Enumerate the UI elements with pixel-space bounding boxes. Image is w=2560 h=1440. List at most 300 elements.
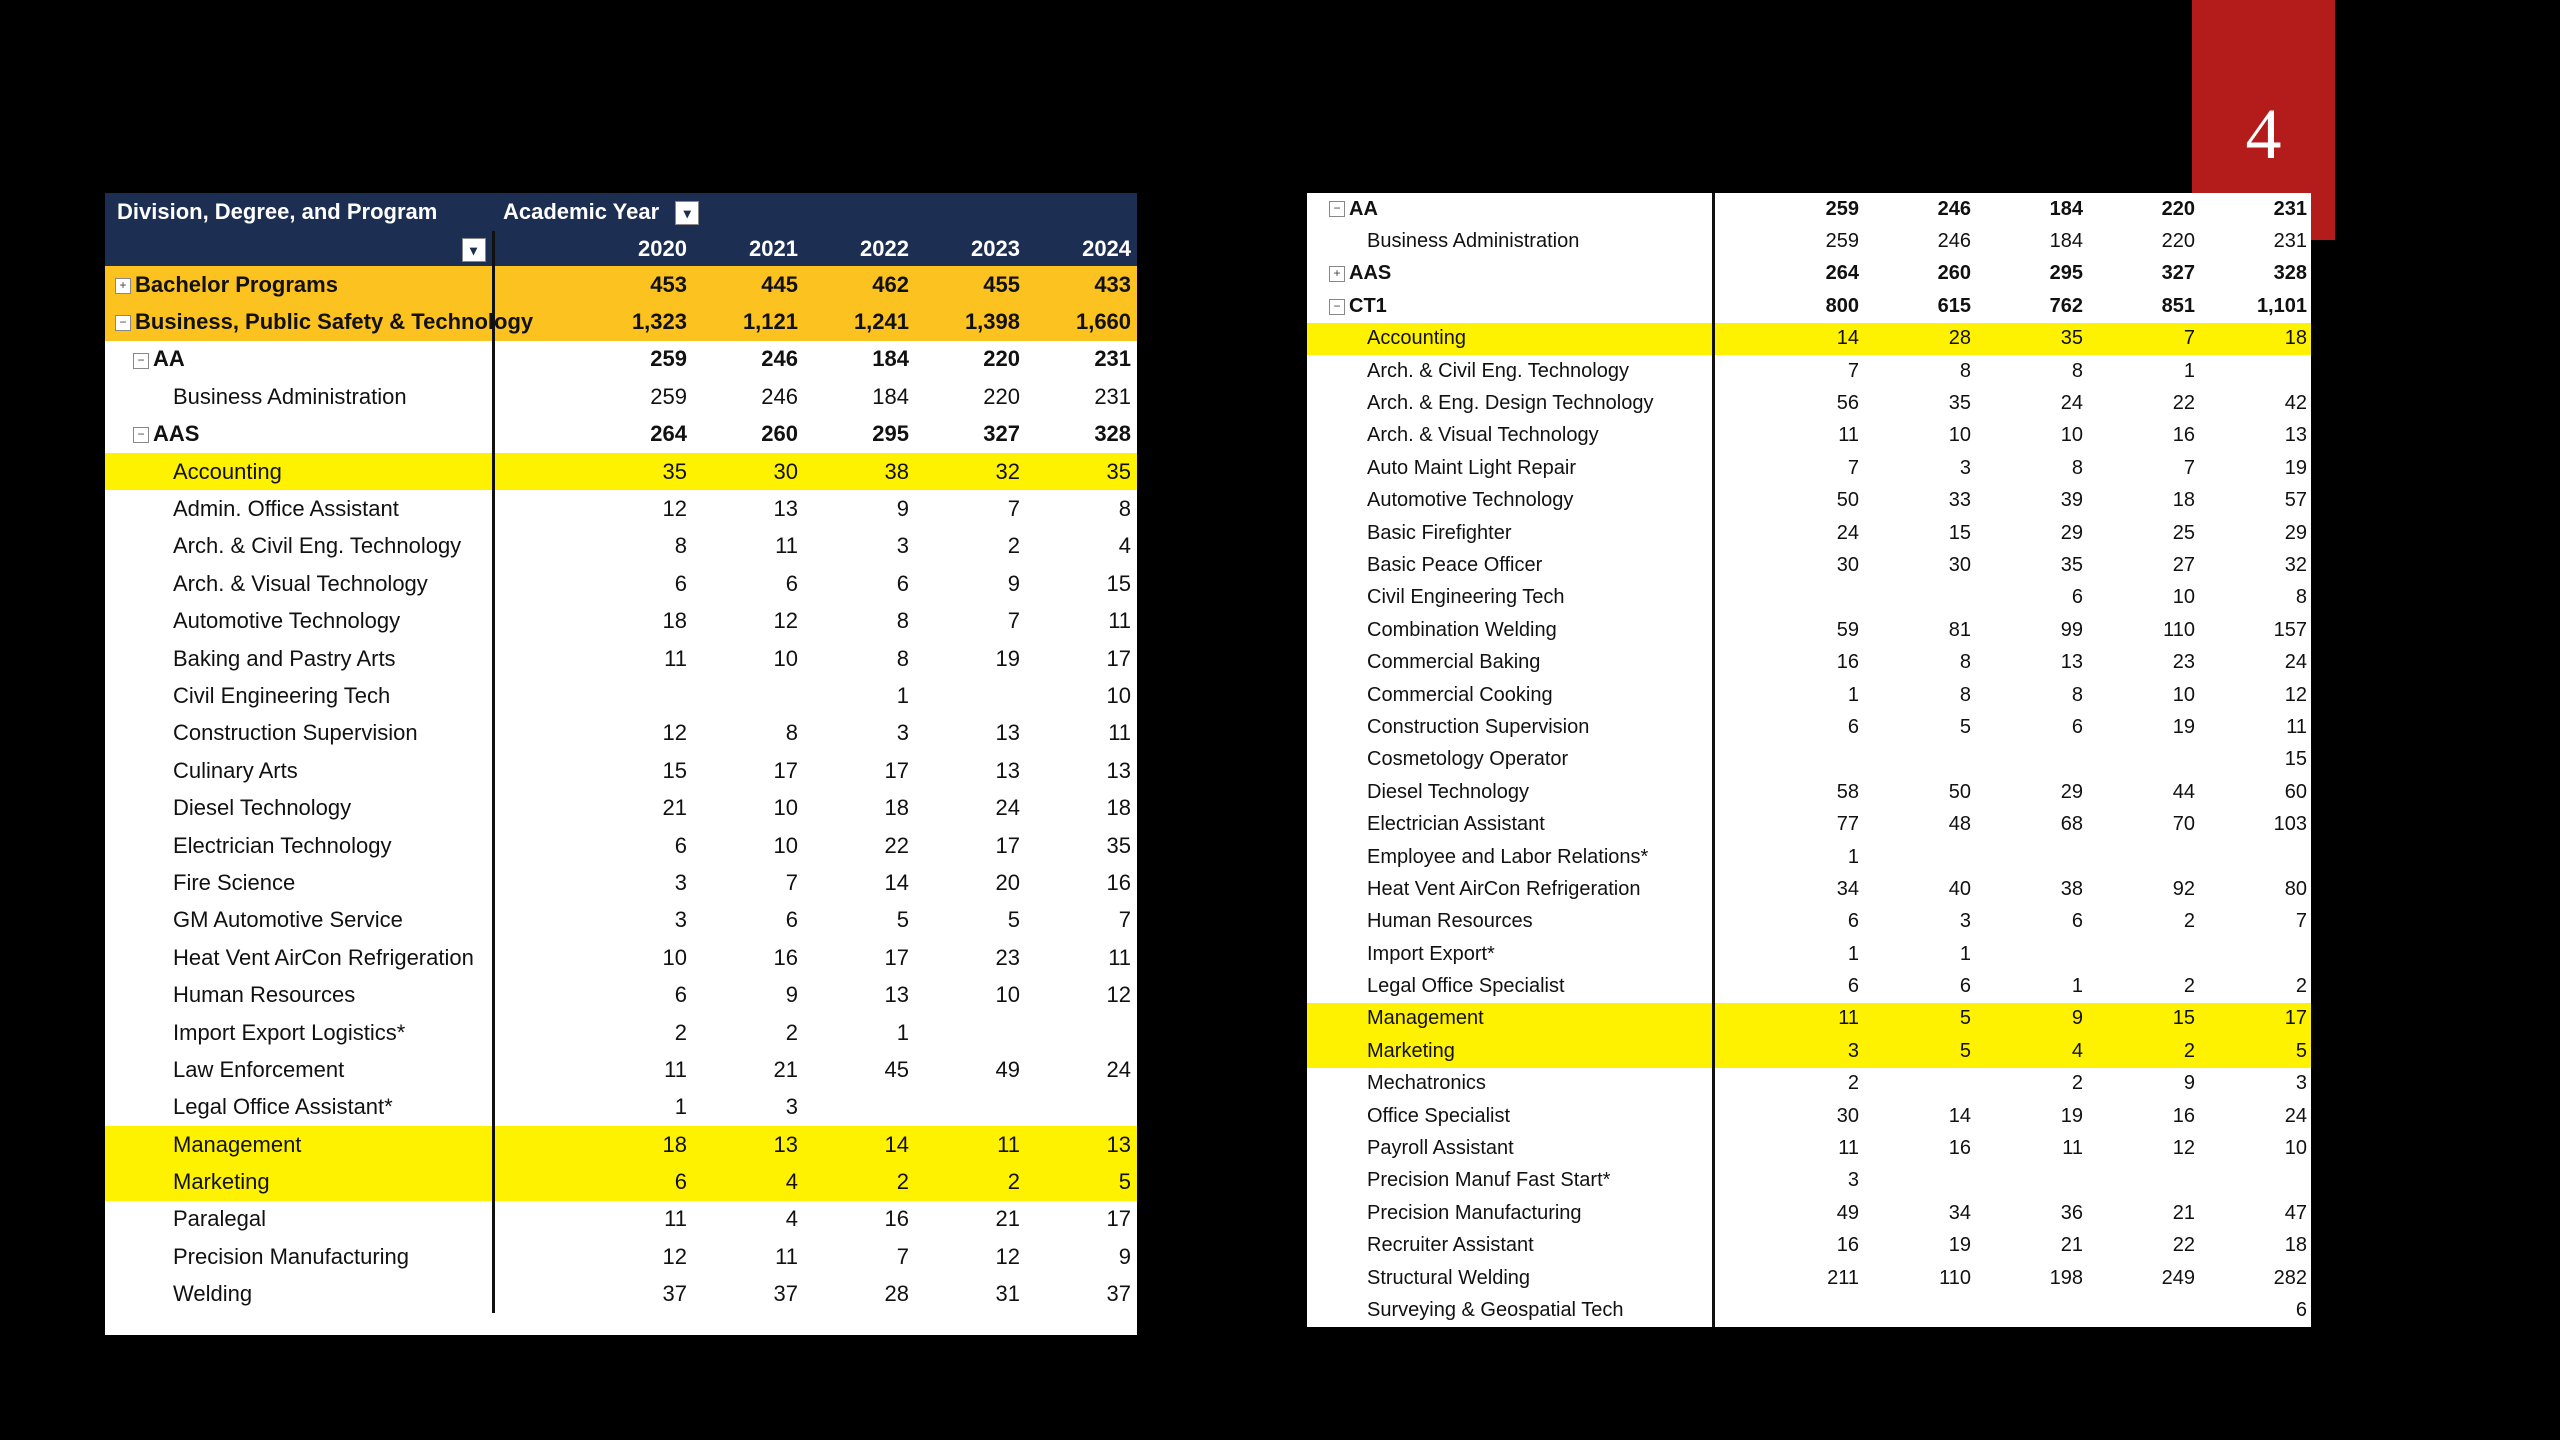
left-table-body	[105, 266, 1137, 1313]
row-label: Paralegal	[173, 1206, 266, 1232]
value-cell: 7	[2295, 910, 2307, 933]
value-cell: 184	[872, 383, 909, 409]
value-cell: 6	[674, 982, 687, 1008]
value-cell: 11	[915, 1126, 1026, 1163]
row-label: Fire Science	[173, 869, 296, 895]
value-cell: 10	[1106, 682, 1132, 708]
value-cell	[2087, 1294, 2199, 1326]
value-cell: 1	[896, 682, 909, 708]
value-cell	[2087, 744, 2199, 776]
table-row	[105, 453, 1137, 490]
value-cell: 5	[896, 907, 909, 933]
value-cell: 22	[2172, 1234, 2195, 1257]
value-cell: 445	[693, 266, 804, 303]
value-cell: 3	[1959, 456, 1971, 479]
row-label-cell	[105, 565, 493, 602]
value-cell: 184	[2049, 230, 2083, 253]
value-cell: 9	[2183, 1072, 2195, 1095]
value-cell: 3	[896, 533, 909, 559]
row-label: Law Enforcement	[173, 1056, 345, 1082]
value-cell: 3	[896, 720, 909, 746]
row-label-cell	[1307, 1100, 1713, 1132]
value-cell: 1,323	[493, 303, 693, 340]
table-row	[105, 939, 1137, 976]
row-label: CT1	[1349, 294, 1387, 317]
value-cell: 16	[1836, 1234, 1859, 1257]
row-label: Human Resources	[173, 982, 356, 1008]
collapse-icon[interactable]: −	[133, 353, 149, 369]
row-label-cell	[105, 1051, 493, 1088]
value-cell: 13	[773, 496, 798, 522]
row-label-cell	[105, 677, 493, 714]
value-cell: 615	[1937, 294, 1971, 317]
collapse-icon[interactable]: −	[1329, 201, 1345, 217]
value-cell: 35	[1975, 323, 2087, 355]
value-cell: 7	[1007, 608, 1020, 634]
table-row	[105, 864, 1137, 901]
value-cell: 2	[1847, 1072, 1859, 1095]
value-cell: 39	[2060, 489, 2083, 512]
value-cell: 11	[775, 533, 798, 559]
value-cell: 17	[1106, 1206, 1132, 1232]
value-cell: 17	[1106, 645, 1132, 671]
value-cell: 12	[2284, 683, 2307, 706]
table-row	[1307, 841, 2311, 873]
value-cell: 259	[650, 383, 687, 409]
value-cell: 7	[2087, 323, 2199, 355]
row-label: Mechatronics	[1367, 1072, 1486, 1095]
header-row-titles	[105, 193, 1137, 231]
value-cell: 50	[1836, 489, 1859, 512]
value-cell: 8	[1959, 651, 1971, 674]
value-cell: 14	[804, 1126, 915, 1163]
row-label-cell	[1307, 517, 1713, 549]
value-cell: 23	[2172, 651, 2195, 674]
value-cell: 12	[662, 496, 687, 522]
value-cell: 9	[896, 496, 909, 522]
value-cell: 198	[2049, 1266, 2083, 1289]
value-cell: 7	[1847, 456, 1859, 479]
value-cell	[1975, 1165, 2087, 1197]
value-cell: 1,398	[915, 303, 1026, 340]
row-label: Business Administration	[1367, 230, 1580, 253]
value-cell: 29	[2060, 780, 2083, 803]
value-cell: 327	[983, 421, 1020, 447]
value-cell: 1,121	[693, 303, 804, 340]
row-label: Welding	[173, 1281, 253, 1307]
row-label-cell	[105, 752, 493, 789]
table-row	[1307, 906, 2311, 938]
value-cell: 4	[1975, 1035, 2087, 1067]
table-row	[1307, 938, 2311, 970]
value-cell: 56	[1836, 392, 1859, 415]
value-cell: 20	[995, 869, 1020, 895]
row-label-cell	[1307, 841, 1713, 873]
value-cell: 45	[884, 1056, 909, 1082]
table-row	[105, 677, 1137, 714]
table-row	[1307, 290, 2311, 322]
year-header: 2022	[804, 231, 915, 266]
row-label: Arch. & Civil Eng. Technology	[173, 533, 462, 559]
row-label-cell	[1307, 679, 1713, 711]
row-label: Employee and Labor Relations*	[1367, 845, 1649, 868]
value-cell: 14	[884, 869, 909, 895]
value-cell: 28	[884, 1281, 909, 1307]
value-cell: 220	[983, 383, 1020, 409]
row-label-cell	[1307, 582, 1713, 614]
value-cell	[1026, 1014, 1137, 1051]
value-cell: 35	[2060, 553, 2083, 576]
table-row	[105, 1238, 1137, 1275]
row-label-cell	[105, 1126, 493, 1163]
row-label-cell	[1307, 1068, 1713, 1100]
collapse-icon[interactable]: −	[1329, 299, 1345, 315]
row-label-cell	[105, 303, 534, 340]
value-cell: 29	[2060, 521, 2083, 544]
value-cell: 2	[1007, 533, 1020, 559]
value-cell: 80	[2284, 877, 2307, 900]
value-cell: 3	[1713, 1035, 1863, 1067]
value-cell: 1	[1847, 845, 1859, 868]
row-label-cell	[105, 266, 493, 303]
table-row	[1307, 193, 2311, 225]
row-label: Auto Maint Light Repair	[1367, 456, 1577, 479]
value-cell: 15	[2087, 1003, 2199, 1035]
table-row	[1307, 711, 2311, 743]
value-cell: 6	[2071, 715, 2083, 738]
table-row	[1307, 970, 2311, 1002]
row-label-cell	[105, 378, 493, 415]
value-cell	[804, 1089, 915, 1126]
value-cell: 7	[785, 869, 798, 895]
table-row	[105, 303, 1137, 340]
value-cell	[1863, 744, 1975, 776]
value-cell: 81	[1948, 618, 1971, 641]
value-cell: 110	[1939, 1266, 1971, 1289]
table-row	[105, 1201, 1137, 1238]
row-label: Marketing	[173, 1169, 270, 1195]
year-header: 2023	[915, 231, 1026, 266]
row-label: Office Specialist	[1367, 1104, 1511, 1127]
row-label-cell	[1307, 387, 1713, 419]
row-label-cell	[1307, 1003, 1713, 1035]
row-label: Electrician Assistant	[1367, 813, 1545, 836]
value-cell: 6	[896, 570, 909, 596]
value-cell: 1	[1847, 683, 1859, 706]
value-cell: 11	[1713, 1003, 1863, 1035]
expand-icon[interactable]: +	[115, 278, 131, 294]
value-cell: 10	[773, 795, 798, 821]
table-row	[1307, 614, 2311, 646]
table-row	[1307, 420, 2311, 452]
value-cell	[2087, 841, 2199, 873]
value-cell: 260	[761, 421, 798, 447]
table-row	[105, 603, 1137, 640]
value-cell: 8	[2295, 586, 2307, 609]
table-row	[1307, 258, 2311, 290]
table-row	[1307, 452, 2311, 484]
value-cell: 8	[1959, 683, 1971, 706]
value-cell: 453	[493, 266, 693, 303]
value-cell: 12	[995, 1243, 1020, 1269]
row-label-cell	[1307, 938, 1713, 970]
row-label-cell	[1307, 646, 1713, 678]
row-label-cell	[105, 1201, 493, 1238]
value-cell: 5	[1863, 1035, 1975, 1067]
value-cell	[693, 677, 804, 714]
value-cell: 8	[785, 720, 798, 746]
value-cell: 7	[1007, 496, 1020, 522]
row-label-cell	[1307, 1132, 1713, 1164]
value-cell: 24	[1836, 521, 1859, 544]
row-label: Electrician Technology	[173, 832, 392, 858]
value-cell: 6	[2295, 1298, 2307, 1321]
value-cell: 1	[2071, 975, 2083, 998]
table-row	[1307, 517, 2311, 549]
expand-icon[interactable]: +	[1329, 266, 1345, 282]
value-cell: 1,241	[804, 303, 915, 340]
value-cell: 35	[493, 453, 693, 490]
value-cell: 231	[1094, 383, 1132, 409]
value-cell: 455	[915, 266, 1026, 303]
value-cell	[1713, 1294, 1863, 1326]
row-label-cell	[105, 528, 493, 565]
value-cell: 231	[2273, 230, 2307, 253]
table-row	[105, 1089, 1137, 1126]
value-cell: 10	[1948, 424, 1971, 447]
table-row	[1307, 1165, 2311, 1197]
value-cell: 246	[761, 346, 798, 372]
value-cell: 16	[2172, 424, 2195, 447]
value-cell: 2	[2295, 975, 2307, 998]
table-row	[105, 378, 1137, 415]
value-cell: 60	[2284, 780, 2307, 803]
value-cell: 2	[2071, 1072, 2083, 1095]
value-cell: 3	[1959, 910, 1971, 933]
value-cell: 259	[1825, 197, 1859, 220]
row-label: Marketing	[1367, 1039, 1455, 1062]
row-label-cell	[105, 902, 493, 939]
row-label: Surveying & Geospatial Tech	[1367, 1298, 1624, 1321]
value-cell	[1863, 1165, 1975, 1197]
row-label-cell	[105, 827, 493, 864]
value-cell: 2	[2183, 975, 2195, 998]
value-cell: 8	[2071, 359, 2083, 382]
table-row	[1307, 873, 2311, 905]
column-filter-icon[interactable]: ▾	[675, 201, 699, 225]
row-label-cell	[1307, 808, 1713, 840]
value-cell: 13	[693, 1126, 804, 1163]
value-cell: 37	[662, 1281, 687, 1307]
table-row	[105, 1051, 1137, 1088]
table-row	[1307, 549, 2311, 581]
row-label: Business, Public Safety & Technology	[135, 309, 534, 335]
value-cell: 18	[2199, 323, 2311, 355]
value-cell: 19	[995, 645, 1020, 671]
value-cell: 13	[995, 720, 1020, 746]
collapse-icon[interactable]: −	[115, 315, 131, 331]
value-cell: 12	[662, 720, 687, 746]
value-cell: 10	[2172, 586, 2195, 609]
value-cell: 3	[2295, 1072, 2307, 1095]
row-label: Automotive Technology	[173, 608, 401, 634]
table-row	[105, 528, 1137, 565]
row-label-cell	[1307, 355, 1713, 387]
value-cell: 15	[662, 757, 687, 783]
value-cell: 13	[2060, 651, 2083, 674]
value-cell: 13	[2284, 424, 2307, 447]
value-cell: 220	[2161, 230, 2195, 253]
value-cell: 30	[693, 453, 804, 490]
table-row	[1307, 582, 2311, 614]
value-cell: 12	[1106, 982, 1132, 1008]
value-cell: 27	[2172, 553, 2195, 576]
row-label: Business Administration	[173, 383, 407, 409]
row-label: Legal Office Assistant*	[173, 1094, 393, 1120]
row-label: Diesel Technology	[173, 795, 352, 821]
value-cell: 24	[995, 795, 1020, 821]
value-cell: 24	[2060, 392, 2083, 415]
value-cell: 3	[674, 907, 687, 933]
table-row	[105, 976, 1137, 1013]
value-cell: 59	[1836, 618, 1859, 641]
value-cell: 1,101	[2256, 294, 2307, 317]
row-label-cell	[105, 490, 493, 527]
row-label-cell	[105, 1276, 493, 1313]
value-cell: 8	[1118, 496, 1132, 522]
value-cell: 16	[884, 1206, 909, 1232]
row-label: Arch. & Civil Eng. Technology	[1367, 359, 1629, 382]
table-row	[105, 752, 1137, 789]
table-row	[1307, 225, 2311, 257]
row-label: Bachelor Programs	[135, 271, 338, 297]
row-label: AAS	[1349, 262, 1392, 285]
row-label-cell	[105, 939, 493, 976]
row-label-cell	[105, 453, 493, 490]
value-cell: 15	[1948, 521, 1971, 544]
value-cell	[2199, 1165, 2311, 1197]
value-cell: 18	[884, 795, 909, 821]
value-cell: 6	[785, 570, 798, 596]
value-cell: 2	[785, 1019, 798, 1045]
row-label: Import Export*	[1367, 942, 1495, 965]
value-cell: 6	[785, 907, 798, 933]
table-row	[105, 789, 1137, 826]
value-cell: 16	[773, 944, 798, 970]
value-cell: 9	[1975, 1003, 2087, 1035]
value-cell: 25	[2172, 521, 2195, 544]
value-cell: 50	[1948, 780, 1971, 803]
value-cell: 13	[1106, 757, 1132, 783]
year-header: 2024	[1026, 231, 1137, 266]
value-cell: 21	[662, 795, 687, 821]
value-cell: 49	[995, 1056, 1020, 1082]
row-label: Precision Manufacturing	[1367, 1201, 1582, 1224]
value-cell: 9	[1007, 570, 1020, 596]
value-cell: 8	[896, 645, 909, 671]
table-row	[105, 341, 1137, 378]
value-cell: 40	[1948, 877, 1971, 900]
row-label-cell	[105, 715, 493, 752]
value-cell: 10	[2284, 1137, 2307, 1160]
value-cell: 246	[1937, 197, 1971, 220]
row-sort-icon[interactable]: ▾	[462, 238, 486, 262]
table-row	[105, 1014, 1137, 1051]
value-cell	[2199, 938, 2311, 970]
row-label: Automotive Technology	[1367, 489, 1574, 512]
value-cell: 24	[1106, 1056, 1132, 1082]
row-label: Recruiter Assistant	[1367, 1234, 1534, 1257]
value-cell: 11	[1108, 608, 1132, 634]
value-cell: 1,660	[1026, 303, 1137, 340]
value-cell: 35	[1106, 832, 1132, 858]
value-cell: 184	[2049, 197, 2083, 220]
row-label: AAS	[153, 421, 200, 447]
value-cell: 19	[1948, 1234, 1971, 1257]
value-cell: 5	[1026, 1163, 1137, 1200]
table-row	[105, 715, 1137, 752]
value-cell: 10	[2172, 683, 2195, 706]
value-cell: 17	[884, 944, 909, 970]
value-cell: 32	[2284, 553, 2307, 576]
value-cell: 220	[2161, 197, 2195, 220]
value-cell: 38	[2060, 877, 2083, 900]
value-cell: 18	[2172, 489, 2195, 512]
value-cell: 11	[1108, 944, 1132, 970]
row-label: Heat Vent AirCon Refrigeration	[1367, 877, 1641, 900]
value-cell: 5	[1863, 1003, 1975, 1035]
value-cell: 2	[915, 1163, 1026, 1200]
year-header: 2020	[493, 231, 693, 266]
value-cell: 36	[2060, 1201, 2083, 1224]
value-cell: 328	[1094, 421, 1132, 447]
value-cell	[915, 677, 1026, 714]
value-cell: 2	[804, 1163, 915, 1200]
row-label-cell	[1307, 711, 1713, 743]
collapse-icon[interactable]: −	[133, 427, 149, 443]
row-label-cell	[1307, 1230, 1713, 1262]
table-row	[105, 640, 1137, 677]
value-cell: 249	[2161, 1266, 2195, 1289]
value-cell: 211	[1827, 1266, 1859, 1289]
row-label: Basic Firefighter	[1367, 521, 1512, 544]
value-cell: 11	[664, 1056, 687, 1082]
value-cell: 99	[2060, 618, 2083, 641]
table-row	[105, 266, 1137, 303]
value-cell: 44	[2172, 780, 2195, 803]
value-cell: 10	[2060, 424, 2083, 447]
value-cell: 16	[2172, 1104, 2195, 1127]
table-row	[105, 565, 1137, 602]
value-cell: 47	[2284, 1201, 2307, 1224]
value-cell: 77	[1836, 813, 1859, 836]
row-label: Culinary Arts	[173, 757, 298, 783]
row-label: AA	[1349, 197, 1378, 220]
row-label-cell	[105, 1163, 493, 1200]
value-cell: 15	[1106, 570, 1132, 596]
row-label-cell	[105, 976, 493, 1013]
value-cell: 11	[2286, 715, 2307, 738]
table-row	[1307, 744, 2311, 776]
row-label-cell	[1307, 614, 1713, 646]
value-cell: 17	[2199, 1003, 2311, 1035]
table-row	[1307, 1003, 2311, 1035]
value-cell: 246	[1937, 230, 1971, 253]
value-cell: 23	[995, 944, 1020, 970]
row-label-cell	[105, 789, 493, 826]
value-cell: 34	[1836, 877, 1859, 900]
row-label: Heat Vent AirCon Refrigeration	[173, 944, 474, 970]
